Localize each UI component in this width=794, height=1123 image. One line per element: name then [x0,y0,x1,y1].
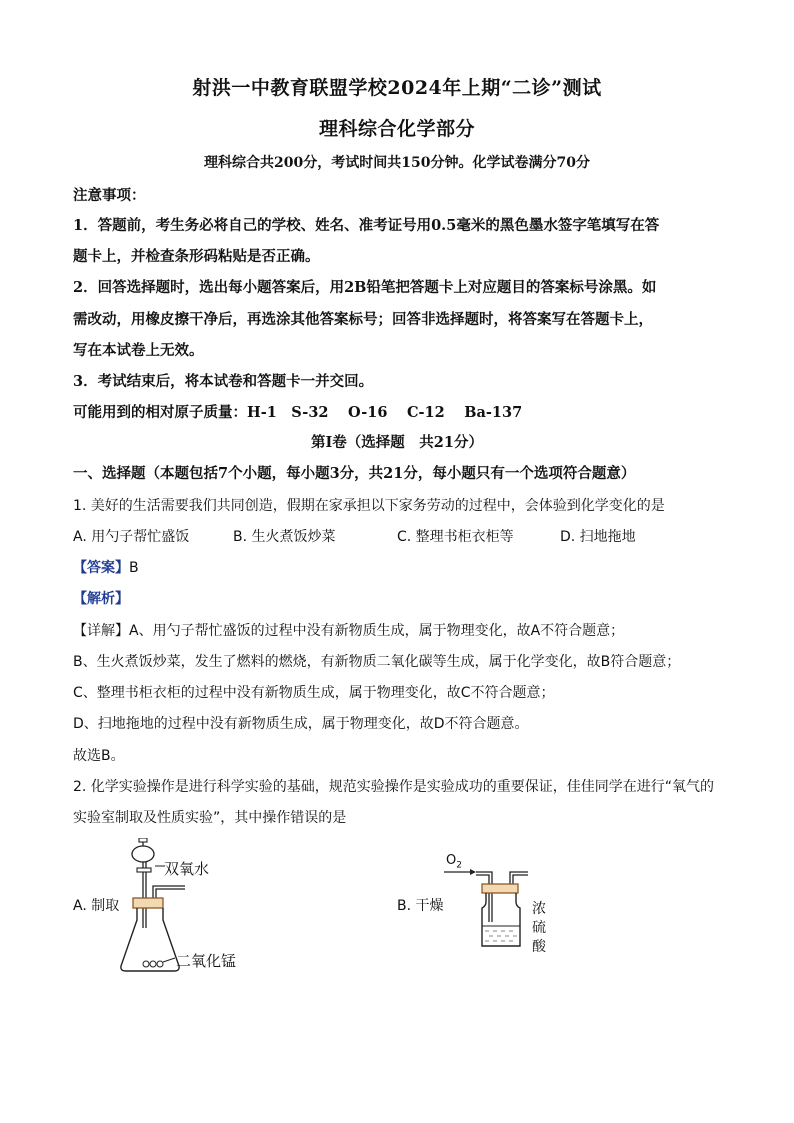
q1-detail-c: C、整理书柜衣柜的过程中没有新物质生成，属于物理变化，故C不符合题意； [73,685,555,701]
q1-detail-d: D、扫地拖地的过程中没有新物质生成，属于物理变化，故D不符合题意。 [73,716,529,732]
label-hydrogen-peroxide: 双氧水 [164,860,210,878]
exam-info: 理科综合共200分，考试时间共150分钟。化学试卷满分70分 [204,155,590,171]
oxygen-symbol: O [446,853,457,868]
funnel-stopcock [137,868,151,872]
q1-option-c: C. 整理书柜衣柜等 [397,529,514,545]
wash-bottle [482,893,520,946]
notice-item-1-line-2: 题卡上，并检查条形码粘贴是否正确。 [73,248,320,265]
notice-heading: 注意事项： [73,187,146,204]
notice-item-3: 3．考试结束后，将本试卷和答题卡一并交回。 [73,373,374,390]
label-concentrated-sulfuric-acid [532,900,546,957]
oxygen-subscript: 2 [456,860,462,871]
q1-answer-line [73,557,139,577]
notice-item-2-line-2: 需改动，用橡皮擦干净后，再选涂其他答案标号；回答非选择题时，将答案写在答题卡上， [73,311,653,328]
label-oxygen [446,853,462,871]
q2-option-a-label: A. 制取 [73,898,120,914]
q1-stem: 1. 美好的生活需要我们共同创造，假期在家承担以下家务劳动的过程中，会体验到化学变化的是 [73,498,665,514]
q1-conclusion: 故选B。 [73,748,125,764]
part-title: 一、选择题（本题包括7个小题，每小题3分，共21分，每小题只有一个选项符合题意） [73,465,636,482]
notice-item-1-line-1: 1．答题前，考生务必将自己的学校、姓名、准考证号用0.5毫米的黑色墨水签字笔填写在答 [73,217,660,234]
q2-stem-line-2: 实验室制取及性质实验”，其中操作错误的是 [73,810,347,826]
atomic-masses: 可能用到的相对原子质量：H-1 S-32 O-16 C-12 Ba-137 [73,404,523,421]
conical-flask [121,908,179,971]
q1-option-b: B. 生火煮饭炒菜 [233,529,336,545]
acid-char-2: 硫 [532,920,546,936]
notice-item-2-line-3: 写在本试卷上无效。 [73,342,204,359]
exam-title: 射洪一中教育联盟学校2024年上期“二诊”测试 [192,77,602,99]
answer-value: B [129,560,139,576]
q1-detail-a [73,620,624,640]
rubber-stopper [133,898,163,908]
q1-option-a: A. 用勺子帮忙盛饭 [73,529,190,545]
analysis-tag: 【解析】 [73,591,129,607]
label-manganese-dioxide: 二氧化锰 [176,952,237,970]
delivery-tube [153,886,185,898]
q2-stem-line-1: 2. 化学实验操作是进行科学实验的基础，规范实验操作是实验成功的重要保证，佳佳同学在进行“氧气的 [73,779,715,795]
notice-item-2-line-1: 2．回答选择题时，选出每小题答案后，用2B铅笔把答题卡上对应题目的答案标号涂黑。如 [73,279,657,296]
funnel-bulb [132,846,154,862]
q1-detail-b: B、生火煮饭炒菜，发生了燃料的燃烧，有新物质二氧化碳等生成，属于化学变化，故B符合题意； [73,654,681,670]
bottle-stopper [482,884,518,893]
q1-analysis-line [73,588,129,608]
detail-tag: 【详解】 [73,623,129,639]
q1-option-d: D. 扫地拖地 [560,529,636,545]
exam-subtitle: 理科综合化学部分 [318,118,475,140]
acid-char-3: 酸 [532,939,546,955]
detail-a-text: A、用勺子帮忙盛饭的过程中没有新物质生成，属于物理变化，故A不符合题意； [129,623,625,639]
q2-option-b-label: B. 干燥 [397,898,444,914]
acid-char-1: 浓 [532,901,546,917]
answer-tag: 【答案】 [73,560,129,576]
volume-title: 第I卷（选择题 共21分） [311,434,483,451]
